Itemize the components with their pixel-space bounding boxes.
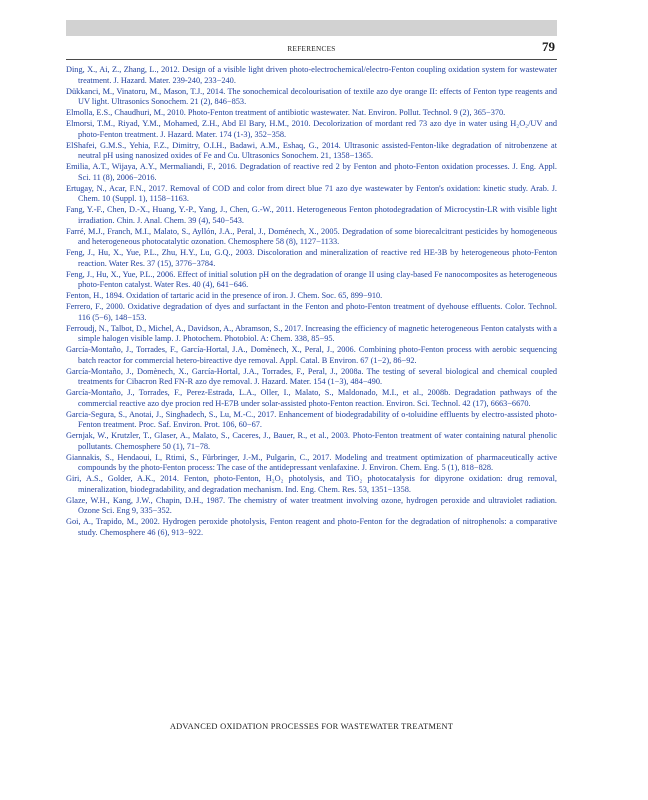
reference-item[interactable]: Feng, J., Hu, X., Yue, P.L., Zhu, H.Y., Lu, G.Q., 2003. Discoloration and mineralization of reactive red HE-3B by heterogeneous photo-Fenton reaction. Water Res. 37 (15), 3776−3784. [66,248,557,268]
reference-item[interactable]: García-Montaño, J., Torrades, F., Perez-Estrada, L.A., Oller, I., Malato, S., Maldonado, M.I., et al., 2008b. Degradation pathways of the commercial reactive azo dye procion red H-E7B under solar-assisted photo-Fenton reaction. Environ. Sci. Technol. 42 (17), 6663−6670. [66,388,557,408]
section-title: REFERENCES [287,45,336,53]
reference-item[interactable]: Ferroudj, N., Talbot, D., Michel, A., Davidson, A., Abramson, S., 2017. Increasing the efficiency of magnetic heterogeneous Fenton catalysts with a simple halogen visible lamp. J. Photochem. Photobiol. A: Chem. 338, 85−95. [66,323,557,343]
reference-item[interactable]: Ferrero, F., 2000. Oxidative degradation of dyes and surfactant in the Fenton and photo-Fenton treatment of dyehouse effluents. Color. Technol. 116 (5−6), 148−153. [66,302,557,322]
reference-item[interactable]: Gernjak, W., Krutzler, T., Glaser, A., Malato, S., Caceres, J., Bauer, R., et al., 2003. Photo-Fenton treatment of water containing natural phenolic pollutants. Chemosphere 50 (1), 71−78. [66,431,557,451]
reference-item[interactable]: Emilia, A.T., Wijaya, A.Y., Mermaliandi, F., 2016. Degradation of reactive red 2 by Fenton and photo-Fenton oxidation processes. J. Eng. Appl. Sci. 11 (8), 2006−2016. [66,162,557,182]
reference-item[interactable]: Fenton, H., 1894. Oxidation of tartaric acid in the presence of iron. J. Chem. Soc. 65, 899−910. [66,291,383,300]
header-bar [66,20,557,36]
reference-item[interactable]: Dükkanci, M., Vinatoru, M., Mason, T.J., 2014. The sonochemical decolourisation of textile azo dye orange II: effects of Fenton type reagents and UV light. Ultrasonics Sonochem. 21 (2), 846−853. [66,86,557,106]
reference-item[interactable]: Ertugay, N., Acar, F.N., 2017. Removal of COD and color from direct blue 71 azo dye wastewater by Fenton's oxidation: kinetic study. Arab. J. Chem. 10 (Suppl. 1), 1158−1163. [66,183,557,203]
reference-item[interactable]: Glaze, W.H., Kang, J.W., Chapin, D.H., 1987. The chemistry of water treatment involving ozone, hydrogen peroxide and ultraviolet radiation. Ozone Sci. Eng 9, 335−352. [66,495,557,515]
footer-book-title: ADVANCED OXIDATION PROCESSES FOR WASTEWATER TREATMENT [169,722,454,731]
header-rule [66,59,557,60]
reference-item[interactable]: Giri, A.S., Golder, A.K., 2014. Fenton, photo-Fenton, H₂O₂ photolysis, and TiO₂ photocatalysis for dipyrone oxidation: drug removal, mineralization, biodegradability, and degradation mechanism. Ind. Eng. Chem. Res. 53, 1351−1358. [66,474,557,494]
reference-item[interactable]: García-Montaño, J., Domènech, X., García-Hortal, J.A., Torrades, F., Peral, J., 2008a. The testing of several biological and chemical coupled treatments for Cibacron Red FN-R azo dye removal. J. Hazard. Mater. 154 (1−3), 484−490. [66,366,557,386]
reference-item[interactable]: Feng, J., Hu, X., Yue, P.L., 2006. Effect of initial solution pH on the degradation of orange II using clay-based Fe nanocomposites as heterogeneous photo-Fenton catalyst. Water Res. 40 (4), 641−646. [66,269,557,289]
running-head [66,39,557,58]
reference-item[interactable]: Goi, A., Trapido, M., 2002. Hydrogen peroxide photolysis, Fenton reagent and photo-Fenton for the degradation of nitrophenols: a comparative study. Chemosphere 46 (6), 913−922. [66,517,557,537]
reference-item[interactable]: Garcia-Segura, S., Anotai, J., Singhadech, S., Lu, M.-C., 2017. Enhancement of biodegradability of o-toluidine effluents by electro-assisted photo-Fenton treatment. Proc. Saf. Environ. Prot. 106, 60−67. [66,409,557,429]
reference-item[interactable]: Elmorsi, T.M., Riyad, Y.M., Mohamed, Z.H., Abd El Bary, H.M., 2010. Decolorization of mordant red 73 azo dye in water using H₂O₂/UV and photo-Fenton treatment. J. Hazard. Mater. 174 (1-3), 352−358. [66,119,557,139]
reference-item[interactable]: Ding, X., Ai, Z., Zhang, L., 2012. Design of a visible light driven photo-electrochemical/electro-Fenton coupling oxidation system for wastewater treatment. J. Hazard. Mater. 239-240, 233−240. [66,65,557,85]
reference-item[interactable]: ElShafei, G.M.S., Yehia, F.Z., Dimitry, O.I.H., Badawi, A.M., Eshaq, G., 2014. Ultrasonic assisted-Fenton-like degradation of nitrobenzene at neutral pH using nanosized oxides of Fe and Cu. Ultrasonics Sonochem. 21, 1358−1365. [66,140,557,160]
page-number: 79 [542,39,555,54]
reference-list [66,65,557,539]
reference-item[interactable]: Giannakis, S., Hendaoui, I., Rtimi, S., Fürbringer, J.-M., Pulgarin, C., 2017. Modeling and treatment optimization of pharmaceutically active compounds by the photo-Fenton process: The case of the antidepressant venlafaxine. J. Environ. Chem. Eng. 5 (1), 818−828. [66,452,557,472]
reference-item[interactable]: Farré, M.J., Franch, M.I., Malato, S., Ayllón, J.A., Peral, J., Doménech, X., 2005. Degradation of some biorecalcitrant pesticides by homogeneous and heterogeneous photocatalytic ozonation. Chemosphere 58 (8), 1127−1133. [66,226,557,246]
reference-item[interactable]: Elmolla, E.S., Chaudhuri, M., 2010. Photo-Fenton treatment of antibiotic wastewater. Nat. Environ. Pollut. Technol. 9 (2), 365−370. [66,108,506,117]
reference-item[interactable]: García-Montaño, J., Torrades, F., García-Hortal, J.A., Domènech, X., Peral, J., 2006. Combining photo-Fenton process with aerobic sequencing batch reactor for commercial hetero-bireactive dye removal. Appl. Catal. B Environ. 67 (1−2), 86−92. [66,345,557,365]
reference-item[interactable]: Fang, Y.-F., Chen, D.-X., Huang, Y.-P., Yang, J., Chen, G.-W., 2011. Heterogeneous Fenton photodegradation of Microcystin-LR with visible light irradiation. Chin. J. Anal. Chem. 39 (4), 540−543. [66,205,557,225]
